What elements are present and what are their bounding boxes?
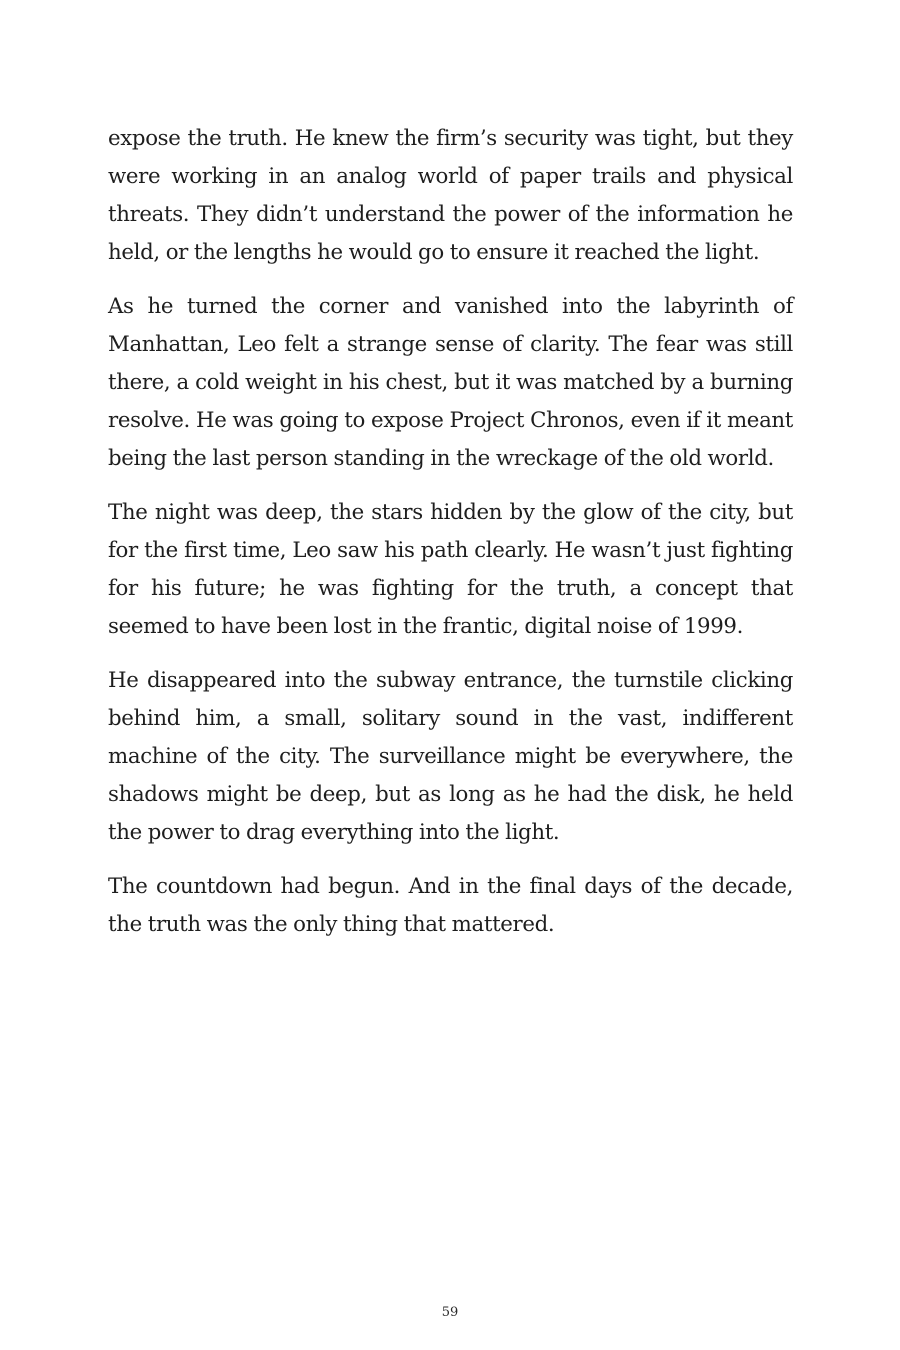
- page-body: [108, 120, 793, 960]
- paragraph: He disappeared into the subway entrance, the turnstile clicking behind him, a small, solitary sound in the vast, indifferent machine of the city. The surveillance might be everywhere, the shadows might be deep, but as long as he had the disk, he held the power to drag everything into the light.: [108, 668, 793, 845]
- paragraph: As he turned the corner and vanished into the labyrinth of Manhattan, Leo felt a strange sense of clarity. The fear was still there, a cold weight in his chest, but it was matched by a burning resolve. He was going to expose Project Chronos, even if it meant being the last person standing in the wreckage of the old world.: [108, 294, 793, 471]
- paragraph: The night was deep, the stars hidden by the glow of the city, but for the first time, Leo saw his path clearly. He wasn’t just fighting for his future; he was fighting for the truth, a concept that seemed to have been lost in the frantic, digital noise of 1999.: [108, 500, 793, 639]
- paragraph: expose the truth. He knew the firm’s security was tight, but they were working in an analog world of paper trails and physical threats. They didn’t understand the power of the information he held, or the lengths he would go to ensure it reached the light.: [108, 126, 793, 265]
- paragraph: The countdown had begun. And in the final days of the decade, the truth was the only thing that mattered.: [108, 874, 793, 937]
- page-number: 59: [441, 1305, 459, 1320]
